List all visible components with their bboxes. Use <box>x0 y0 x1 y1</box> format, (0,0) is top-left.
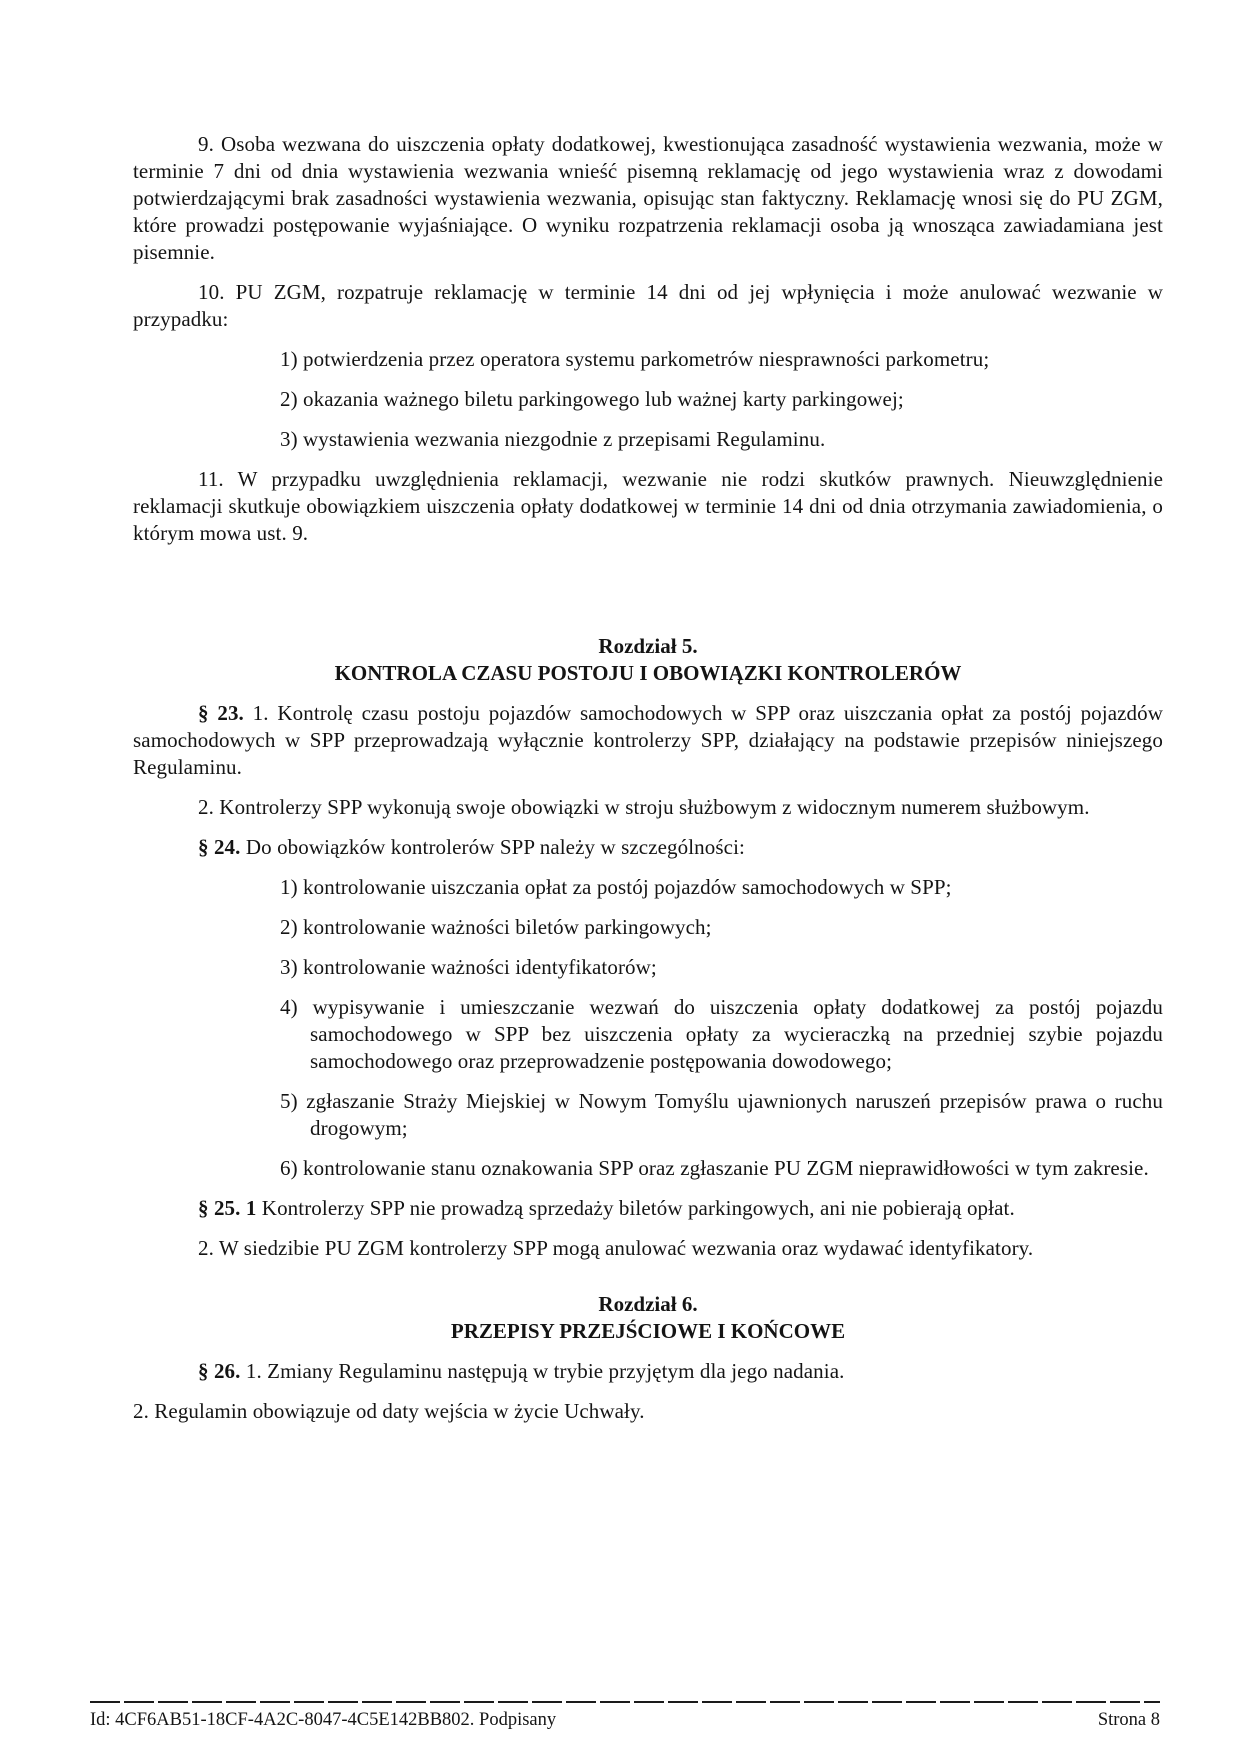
chapter-title: KONTROLA CZASU POSTOJU I OBOWIĄZKI KONTROLERÓW <box>334 661 962 685</box>
paragraph-par-25-ust-2: 2. W siedzibie PU ZGM kontrolerzy SPP mogą anulować wezwania oraz wydawać identyfikatory. <box>198 1236 1034 1260</box>
chapter-heading-6 <box>133 1291 1163 1345</box>
paragraph-par-23 <box>133 700 1163 781</box>
page-number: Strona 8 <box>1097 1710 1160 1730</box>
list-item: 2) kontrolowanie ważności biletów parkingowych; <box>280 915 712 939</box>
paragraph-par-26-ust-2: 2. Regulamin obowiązuje od daty wejścia w życie Uchwały. <box>133 1399 645 1423</box>
paragraph-ust-9: 9. Osoba wezwana do uiszczenia opłaty dodatkowej, kwestionująca zasadność wystawienia wezwania, może w terminie 7 dni od dnia wystawienia wezwania wnieść pisemną reklamację od jego wystawienia wraz z dowodami potwierdzającymi brak zasadności wystawienia wezwania, opisując stan faktyczny. Reklamację wnosi się do PU ZGM, które prowadzi postępowanie wyjaśniające. O wyniku rozpatrzenia reklamacji osoba ją wnosząca zawiadamiana jest pisemnie. <box>133 132 1163 264</box>
list-item: 1) kontrolowanie uiszczania opłat za postój pojazdów samochodowych w SPP; <box>280 875 952 899</box>
paragraph-ust-11: 11. W przypadku uwzględnienia reklamacji, wezwanie nie rodzi skutków prawnych. Nieuwzględnienie reklamacji skutkuje obowiązkiem uiszczenia opłaty dodatkowej w terminie 14 dni od dnia otrzymania zawiadomienia, o którym mowa ust. 9. <box>133 467 1163 545</box>
list-item: 4) wypisywanie i umieszczanie wezwań do uiszczenia opłaty dodatkowej za postój pojazdu samochodowego w SPP bez uiszczenia opłaty za wycieraczką na przedniej szybie pojazdu samochodowego oraz przeprowadzenie postępowania dowodowego; <box>280 995 1163 1073</box>
list-item: 3) kontrolowanie ważności identyfikatorów; <box>280 955 657 979</box>
paragraph-par-25 <box>133 1195 1163 1222</box>
paragraph-text: 1. Zmiany Regulaminu następują w trybie przyjętym dla jego nadania. <box>240 1359 845 1383</box>
list-item: 2) okazania ważnego biletu parkingowego lub ważnej karty parkingowej; <box>280 387 904 411</box>
chapter-title: PRZEPISY PRZEJŚCIOWE I KOŃCOWE <box>450 1319 846 1343</box>
paragraph-par-23-ust-2: 2. Kontrolerzy SPP wykonują swoje obowiązki w stroju służbowym z widocznym numerem służbowym. <box>198 795 1090 819</box>
list-item: 6) kontrolowanie stanu oznakowania SPP oraz zgłaszanie PU ZGM nieprawidłowości w tym zakresie. <box>280 1156 1149 1180</box>
section-symbol: § 26. <box>198 1359 241 1383</box>
paragraph-text: 1. Kontrolę czasu postoju pojazdów samochodowych w SPP oraz uiszczania opłat za postój pojazdów samochodowych w SPP przeprowadzają wyłącznie kontrolerzy SPP, działający na podstawie przepisów niniejszego Regulaminu. <box>133 701 1164 779</box>
paragraph-ust-10: 10. PU ZGM, rozpatruje reklamację w terminie 14 dni od jej wpłynięcia i może anulować wezwanie w przypadku: <box>133 280 1163 331</box>
document-id: Id: 4CF6AB51-18CF-4A2C-8047-4C5E142BB802. Podpisany <box>90 1710 557 1730</box>
chapter-number: Rozdział 5. <box>598 634 698 658</box>
page-footer <box>90 1708 1160 1733</box>
paragraph-text: Do obowiązków kontrolerów SPP należy w szczególności: <box>240 835 745 859</box>
paragraph-text: Kontrolerzy SPP nie prowadzą sprzedaży biletów parkingowych, ani nie pobierają opłat. <box>256 1196 1015 1220</box>
paragraph-par-24 <box>133 834 1163 861</box>
list-item: 3) wystawienia wezwania niezgodnie z przepisami Regulaminu. <box>280 427 826 451</box>
paragraph-par-26 <box>133 1358 1163 1385</box>
section-symbol: § 23. <box>198 701 244 725</box>
chapter-number: Rozdział 6. <box>598 1292 698 1316</box>
list-item: 5) zgłaszanie Straży Miejskiej w Nowym Tomyślu ujawnionych naruszeń przepisów prawa o ruchu drogowym; <box>280 1089 1163 1140</box>
list-item: 1) potwierdzenia przez operatora systemu parkometrów niesprawności parkometru; <box>280 347 990 371</box>
chapter-heading-5 <box>133 633 1163 687</box>
document-body <box>133 131 1163 1425</box>
footer-divider <box>90 1701 1160 1703</box>
section-symbol: § 25. 1 <box>198 1196 257 1220</box>
section-symbol: § 24. <box>198 835 241 859</box>
